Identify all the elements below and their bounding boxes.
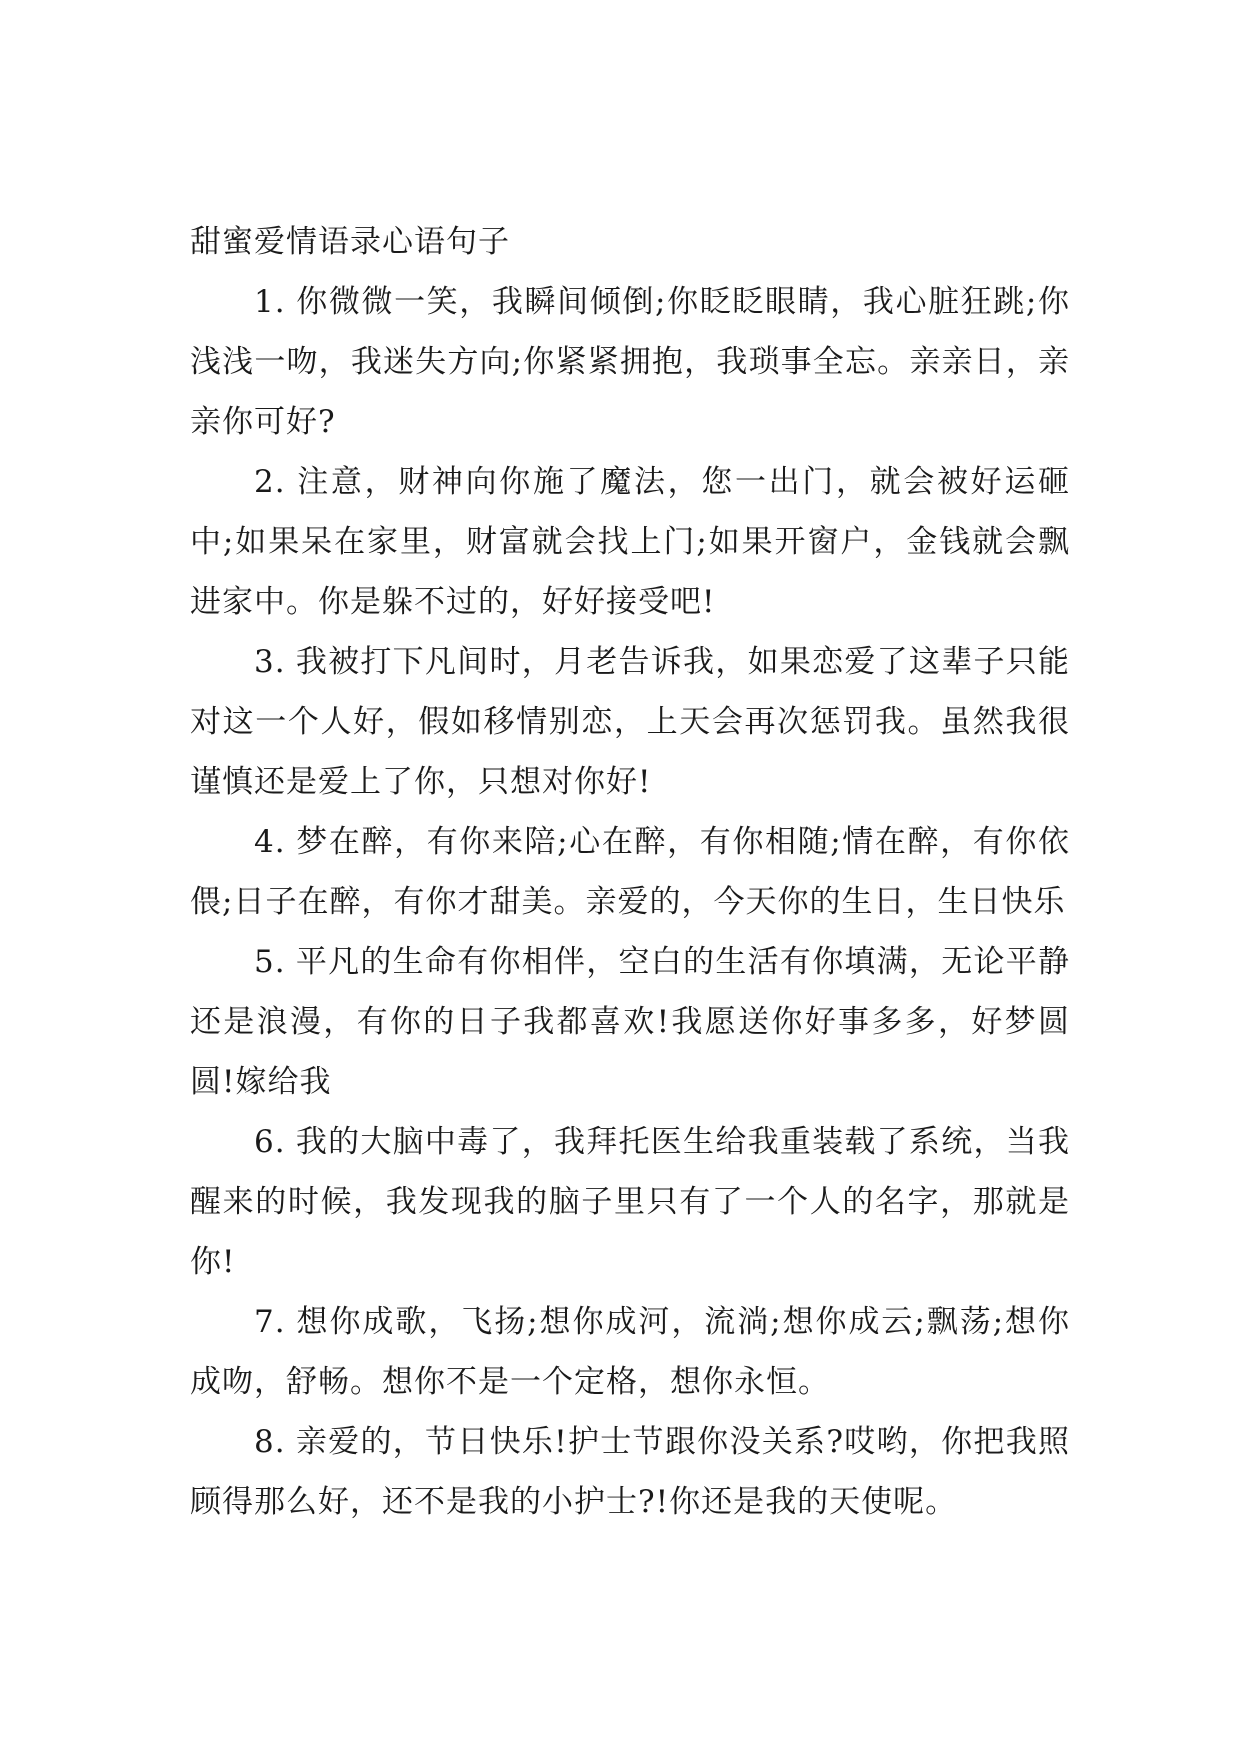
document-body — [190, 212, 1070, 1532]
list-item — [190, 812, 1070, 932]
item-number: 5. — [254, 944, 286, 980]
list-item — [190, 632, 1070, 812]
item-text: 我被打下凡间时，月老告诉我，如果恋爱了这辈子只能对这一个人好，假如移情别恋，上天会再次惩罚我。虽然我很谨慎还是爱上了你，只想对你好! — [190, 644, 1070, 800]
item-number: 6. — [254, 1124, 286, 1160]
item-text: 梦在醉，有你来陪;心在醉，有你相随;情在醉，有你依偎;日子在醉，有你才甜美。亲爱的，今天你的生日，生日快乐 — [190, 824, 1070, 920]
item-text: 你微微一笑，我瞬间倾倒;你眨眨眼睛，我心脏狂跳;你浅浅一吻，我迷失方向;你紧紧拥抱，我琐事全忘。亲亲日，亲亲你可好? — [190, 284, 1070, 440]
item-number: 8. — [254, 1424, 286, 1460]
item-number: 2. — [254, 464, 286, 500]
list-item — [190, 1112, 1070, 1292]
item-text: 我的大脑中毒了，我拜托医生给我重装载了系统，当我醒来的时候，我发现我的脑子里只有了一个人的名字，那就是你! — [190, 1124, 1070, 1280]
item-text: 想你成歌，飞扬;想你成河，流淌;想你成云;飘荡;想你成吻，舒畅。想你不是一个定格，想你永恒。 — [190, 1304, 1070, 1400]
document-title: 甜蜜爱情语录心语句子 — [190, 224, 510, 260]
item-number: 1. — [254, 284, 286, 320]
list-item — [190, 452, 1070, 632]
list-item — [190, 272, 1070, 452]
list-item — [190, 932, 1070, 1112]
item-number: 7. — [254, 1304, 286, 1340]
list-item — [190, 1292, 1070, 1412]
item-number: 4. — [254, 824, 286, 860]
list-item — [190, 1412, 1070, 1532]
item-text: 注意，财神向你施了魔法，您一出门，就会被好运砸中;如果呆在家里，财富就会找上门;如果开窗户，金钱就会飘进家中。你是躲不过的，好好接受吧! — [190, 464, 1070, 620]
item-number: 3. — [254, 644, 286, 680]
item-text: 平凡的生命有你相伴，空白的生活有你填满，无论平静还是浪漫，有你的日子我都喜欢!我愿送你好事多多，好梦圆圆!嫁给我 — [190, 944, 1070, 1100]
item-text: 亲爱的，节日快乐!护士节跟你没关系?哎哟，你把我照顾得那么好，还不是我的小护士?!你还是我的天使呢。 — [190, 1424, 1070, 1520]
